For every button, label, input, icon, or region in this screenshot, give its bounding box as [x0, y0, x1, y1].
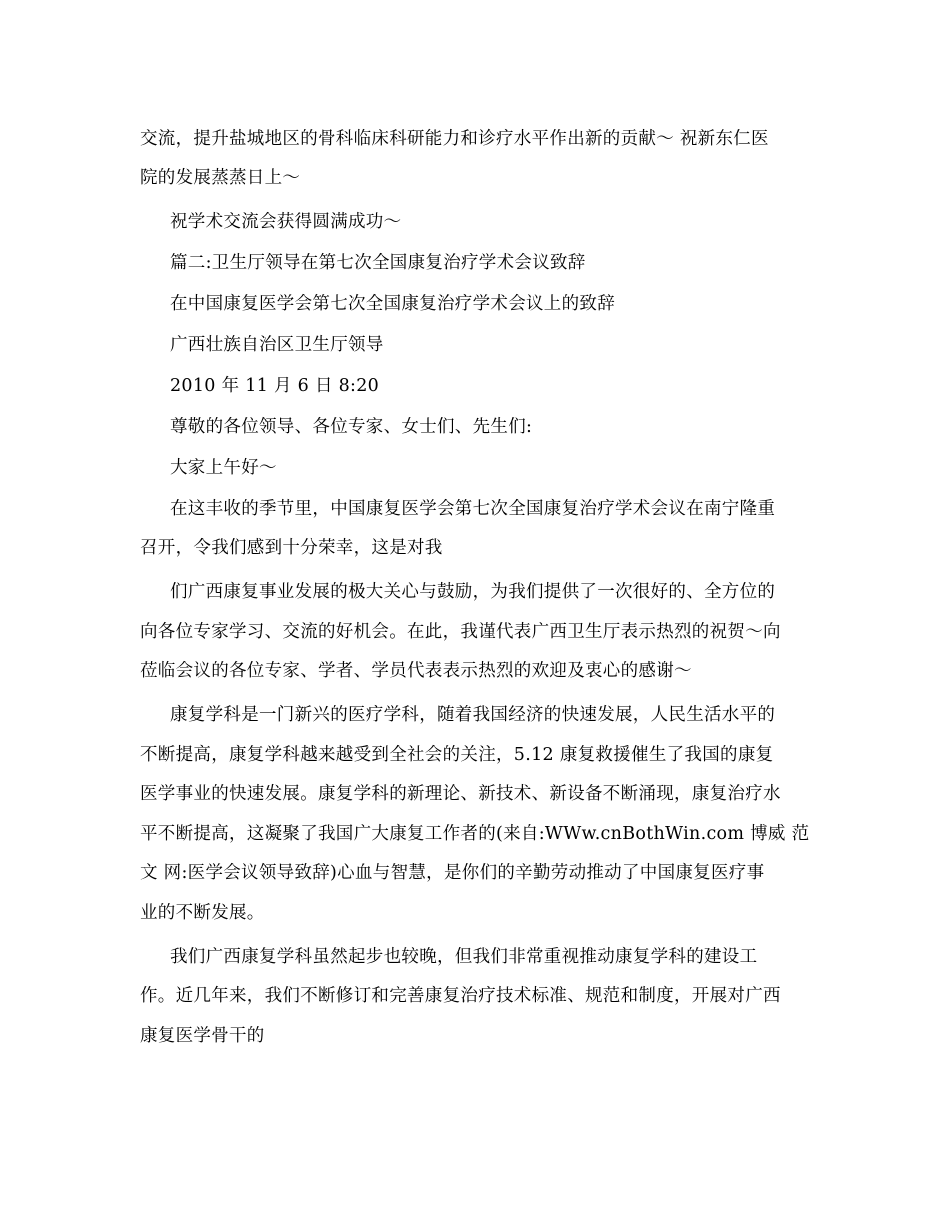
- salutation-line: 尊敬的各位领导、各位专家、女士们、先生们:: [170, 417, 533, 437]
- text-line-2: 院的发展蒸蒸日上～: [140, 168, 301, 188]
- text-line-14: 莅临会议的各位专家、学者、学员代表表示热烈的欢迎及衷心的感谢～: [140, 661, 692, 681]
- text-line-22: 作。近几年来，我们不断修订和完善康复治疗技术标准、规范和制度，开展对广西: [140, 986, 781, 1006]
- text-line-19: 文 网:医学会议领导致辞)心血与智慧，是你们的辛勤劳动推动了中国康复医疗事: [140, 863, 765, 883]
- text-line-10: 在这丰收的季节里，中国康复医学会第七次全国康复治疗学术会议在南宁隆重: [170, 499, 776, 519]
- text-line-1: 交流，提升盐城地区的骨科临床科研能力和诊疗水平作出新的贡献～ 祝新东仁医: [140, 129, 769, 149]
- section-heading: 篇二:卫生厅领导在第七次全国康复治疗学术会议致辞: [170, 253, 586, 273]
- text-line-16: 不断提高，康复学科越来越受到全社会的关注，5.12 康复救援催生了我国的康复: [140, 745, 774, 765]
- text-line-13: 向各位专家学习、交流的好机会。在此，我谨代表广西卫生厅表示热烈的祝贺～向: [140, 622, 781, 642]
- text-line-11: 召开，令我们感到十分荣幸，这是对我: [140, 538, 443, 558]
- text-line-18: 平不断提高，这凝聚了我国广大康复工作者的(来自:WWw.cnBothWin.com 博威 范: [140, 824, 810, 844]
- text-line-20: 业的不断发展。: [140, 903, 265, 923]
- text-line-21: 我们广西康复学科虽然起步也较晚，但我们非常重视推动康复学科的建设工: [170, 947, 758, 967]
- greeting-line: 大家上午好～: [170, 458, 277, 478]
- speaker-line: 广西壮族自治区卫生厅领导: [170, 335, 384, 355]
- text-line-17: 医学事业的快速发展。康复学科的新理论、新技术、新设备不断涌现，康复治疗水: [140, 784, 781, 804]
- date-line: 2010 年 11 月 6 日 8:20: [170, 376, 380, 396]
- text-line-12: 们广西康复事业发展的极大关心与鼓励，为我们提供了一次很好的、全方位的: [170, 582, 776, 602]
- speech-title: 在中国康复医学会第七次全国康复治疗学术会议上的致辞: [170, 294, 615, 314]
- text-line-15: 康复学科是一门新兴的医疗学科，随着我国经济的快速发展，人民生活水平的: [170, 705, 776, 725]
- text-line-3: 祝学术交流会获得圆满成功～: [170, 212, 402, 232]
- text-line-23: 康复医学骨干的: [140, 1026, 265, 1046]
